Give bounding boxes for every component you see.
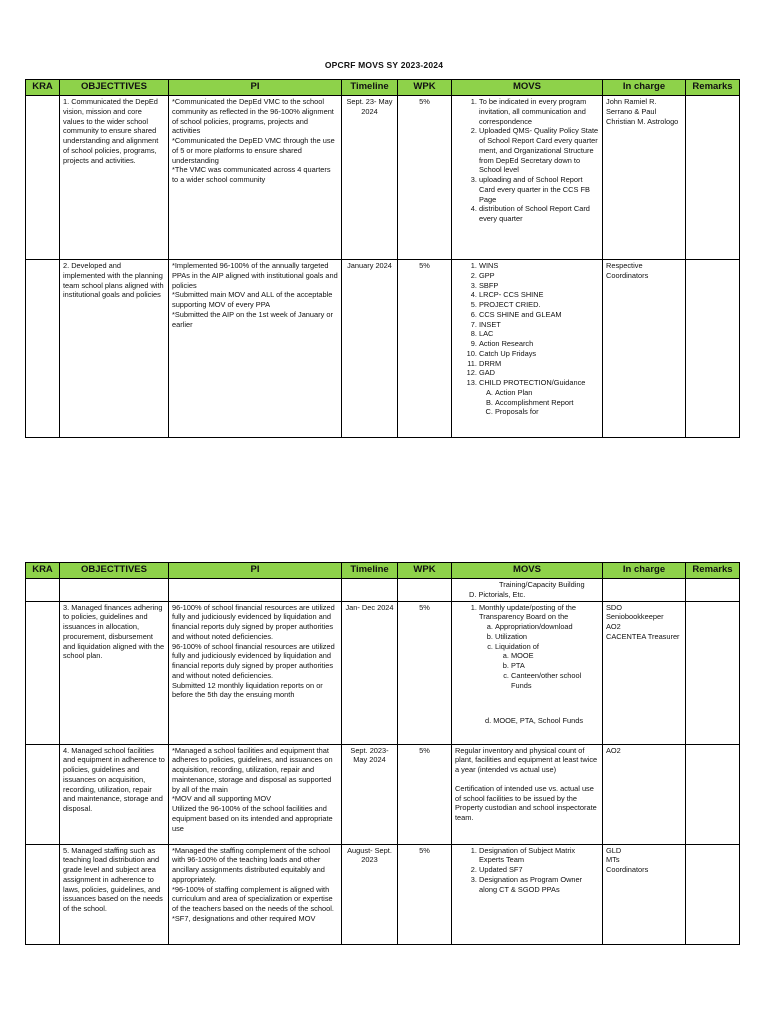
movs-item: 4. distribution of School Report Card every quarter [479,204,599,224]
header-wpk: WPK [398,80,452,96]
header-movs: MOVS [452,563,603,579]
movs-subitem: C. Proposals for [495,407,599,417]
timeline-cell: August- Sept. 2023 [342,844,398,944]
in-charge-cell: Respective Coordinators [603,260,686,438]
header-objectives: OBJECTTIVES [60,563,169,579]
header-timeline: Timeline [342,563,398,579]
table-row [26,844,740,944]
movs-item: 2. Updated SF7 [479,865,599,875]
header-in-charge: In charge [603,563,686,579]
movs-table-page2 [25,562,740,945]
movs-item: 3. uploading and of School Report Card every quarter in the CCS FB Page [479,175,599,204]
pi-line: *Communicated the DepED VMC through the use of 5 or more platforms to ensure shared understanding [172,136,335,165]
movs-cell [452,260,603,438]
movs-item: 1. To be indicated in every program invitation, all communication and correspondence [479,97,599,126]
remarks-cell [686,601,740,744]
header-pi: PI [169,80,342,96]
header-objectives: OBJECTTIVES [60,80,169,96]
movs-item: 1. WINS [479,261,599,271]
movs-item: 12. GAD [479,368,599,378]
kra-cell [26,844,60,944]
movs-item: 5. PROJECT CRIED. [479,300,599,310]
movs-item: 3. Designation as Program Owner along CT & SGOD PPAs [479,875,599,895]
movs-item: 7. INSET [479,320,599,330]
header-kra: KRA [26,563,60,579]
kra-cell [26,260,60,438]
in-charge-line: AO2 [606,622,621,632]
timeline-cell: Jan- Dec 2024 [342,601,398,744]
movs-item [479,603,599,691]
in-charge-cell: AO2 [603,744,686,844]
empty-cell [398,579,452,602]
table-header-row [26,80,740,96]
movs-subitem: A. Action Plan [495,388,599,398]
pi-cell [169,601,342,744]
pi-line: *Implemented 96-100% of the annually targeted PPAs in the AIP aligned with institutional goals and policies [172,261,338,290]
movs-subitem [495,642,599,691]
movs-item: 9. Action Research [479,339,599,349]
movs-cell [452,601,603,744]
header-remarks: Remarks [686,80,740,96]
pi-line: 96-100% of school financial resources are utilized fully and judiciously evidenced by liquidation and financial reports duly signed by proper authorities and without noted deficiencies. [172,641,335,680]
kra-cell [26,601,60,744]
table-row [26,601,740,744]
pi-cell [169,844,342,944]
pi-line: *96-100% of staffing complement is aligned with curriculum and area of specialization or expertise of the teachers based on the needs of the school. [172,884,334,914]
timeline-cell: January 2024 [342,260,398,438]
movs-item: 3. SBFP [479,281,599,291]
movs-cell [452,744,603,844]
in-charge-cell [603,844,686,944]
movs-item-d: d. MOOE, PTA, School Funds [485,716,584,726]
in-charge-line: MTs [606,855,620,865]
header-pi: PI [169,563,342,579]
wpk-cell: 5% [398,96,452,260]
wpk-cell: 5% [398,844,452,944]
wpk-cell: 5% [398,744,452,844]
table-row-continuation [26,579,740,602]
wpk-cell: 5% [398,601,452,744]
pi-line: Utilized the 96-100% of the school facilities and equipment based on its intended and appropriate use [172,804,333,833]
pi-line: *MOV and all supporting MOV [172,794,271,804]
pi-line: *Communicated the DepEd VMC to the school community as reflected in the 96-100% alignment of school policies, programs, projects and activities [172,97,334,136]
header-in-charge: In charge [603,80,686,96]
movs-item-d: D. Pictorials, Etc. [469,589,526,599]
movs-subitem-text: Liquidation of [495,641,539,651]
movs-continuation: Training/Capacity Building [499,580,585,589]
kra-cell [26,96,60,260]
objective-cell: 4. Managed school facilities and equipment in adherence to policies, guidelines and issuances on acquisition, recording, utilization, repair and maintenance, storage and disposal. [60,744,169,844]
objective-cell: 5. Managed staffing such as teaching load distribution and grade level and subject area assignment in adherence to laws, policies, guidelines, and issuances based on the needs of the school. [60,844,169,944]
header-kra: KRA [26,80,60,96]
movs-item-text: CHILD PROTECTION/Guidance [479,378,586,388]
movs-item: 1. Designation of Subject Matrix Experts Team [479,846,599,866]
empty-cell [60,579,169,602]
remarks-cell [686,744,740,844]
pi-line: *Submitted main MOV and ALL of the acceptable supporting MOV of every PPA [172,290,333,310]
pi-line: *Managed a school facilities and equipment that adheres to policies, guidelines, and issuances on acquisition, recording, utilization, repair and maintenance, storage and disposal as supported by all of the main [172,745,333,794]
document-title: OPCRF MOVS SY 2023-2024 [324,60,444,70]
movs-cell [452,844,603,944]
movs-subitem: a. Appropriation/download [495,622,599,632]
pi-cell [169,260,342,438]
movs-item: 10. Catch Up Fridays [479,349,599,359]
header-wpk: WPK [398,563,452,579]
remarks-cell [686,260,740,438]
header-timeline: Timeline [342,80,398,96]
timeline-cell: Sept. 23- May 2024 [342,96,398,260]
movs-item: 4. LRCP- CCS SHINE [479,290,599,300]
empty-cell [603,579,686,602]
pi-line: *The VMC was communicated across 4 quarters to a wider school community [172,165,331,185]
remarks-cell [686,96,740,260]
movs-item-text: Monthly update/posting of the Transparency Board on the [479,602,576,622]
wpk-cell: 5% [398,260,452,438]
header-movs: MOVS [452,80,603,96]
pi-line: *Managed the staffing complement of the school with 96-100% of the teaching loads and other ancillary assignments distributed equitably and appropriately. [172,845,331,884]
objective-cell: 3. Managed finances adhering to policies, guidelines and issuances in allocation, procurement, disbursement and liquidation aligned with the school plan. [60,601,169,744]
movs-cell [452,96,603,260]
movs-subitem: B. Accomplishment Report [495,398,599,408]
remarks-cell [686,844,740,944]
empty-cell [342,579,398,602]
objective-cell: 2. Developed and implemented with the planning team school plans aligned with institutional goals and policies [60,260,169,438]
kra-cell [26,744,60,844]
objective-cell: 1. Communicated the DepEd vision, mission and core values to the wider school community to ensure shared understanding and alignment of school policies, programs, projects and activities. [60,96,169,260]
movs-item [479,378,599,417]
pi-line: Submitted 12 monthly liquidation reports on or before the 5th day the ensuing month [172,680,323,700]
movs-subsubitem: a. MOOE [511,651,599,661]
in-charge-cell [603,601,686,744]
table-row [26,260,740,438]
movs-subitem: b. Utilization [495,632,599,642]
in-charge-line: SDO [606,602,623,612]
movs-item: 6. CCS SHINE and GLEAM [479,310,599,320]
pi-cell [169,96,342,260]
pi-cell [169,744,342,844]
movs-subsubitem: c. Canteen/other school Funds [511,671,599,691]
in-charge-cell: John Ramiel R. Serrano & Paul Christian M. Astrologo [603,96,686,260]
table-header-row [26,563,740,579]
in-charge-line: Seniobookkeeper [606,612,664,622]
table-row [26,96,740,260]
pi-line: 96-100% of school financial resources are utilized fully and judiciously evidenced by liquidation and financial reports duly signed by proper authorities and without noted deficiencies. [172,602,335,641]
empty-cell [686,579,740,602]
in-charge-line: Coordinators [606,865,649,875]
table-row [26,744,740,844]
movs-item: 2. Uploaded QMS- Quality Policy State of School Report Card every quarter ment, and Organizational Structure from DepEd Secretary down to School level [479,126,599,175]
in-charge-line: GLD [606,845,622,855]
movs-paragraph: Regular inventory and physical count of plant, facilities and equipment at least twice a year (intended vs actual use) [455,745,598,775]
timeline-cell: Sept. 2023- May 2024 [342,744,398,844]
movs-cell [452,579,603,602]
movs-paragraph: Certification of intended use vs. actual use of school facilities to be issued by the Property custodian and school inspectorate team. [455,783,597,823]
empty-cell [169,579,342,602]
movs-item: 2. GPP [479,271,599,281]
movs-subsubitem: b. PTA [511,661,599,671]
in-charge-line: CACENTEA Treasurer [606,631,680,641]
movs-table-page1 [25,79,740,438]
movs-item: 8. LAC [479,329,599,339]
header-remarks: Remarks [686,563,740,579]
movs-item: 11. DRRM [479,359,599,369]
pi-line: *SF7, designations and other required MOV [172,913,316,923]
pi-line: *Submitted the AIP on the 1st week of January or earlier [172,309,333,329]
empty-cell [26,579,60,602]
